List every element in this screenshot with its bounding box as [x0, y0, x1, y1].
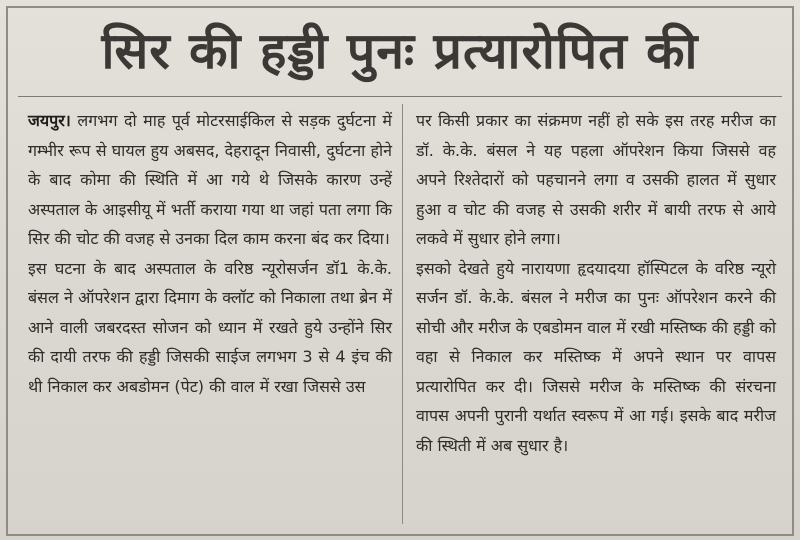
- article-paragraph-2: इस घटना के बाद अस्पताल के वरिष्ठ न्यूरोसर्जन डॉ1 के.के. बंसल ने ऑपरेशन द्वारा दिमाग के क्लॉट को निकाला तथा ब्रेन में आने वाली जबरदस्त सोजन को ध्यान में रखते हुये उन्होंने सिर की दायी तरफ की हड्डी जिसकी साईज लगभग 3 से 4 इंच की थी निकाल कर अबडोमन (पेट) की वाल में रखा जिससे उस: [28, 258, 392, 396]
- article-left-column: [28, 106, 392, 401]
- paragraph-1-text: लगभग दो माह पूर्व मोटरसाईकिल से सड़क दुर्घटना में गम्भीर रूप से घायल हुय अबसद, देहरादून निवासी, दुर्घटना होने के बाद कोमा की स्थिति में आ गये थे जिसके कारण उन्हें अस्पताल के आइसीयू में भर्ती कराया गया था जहां पता लगा कि सिर की चोट की वजह से उनका दिल काम करना बंद कर दिया।: [28, 111, 392, 248]
- article-dateline: जयपुर।: [28, 111, 71, 130]
- article-paragraph-1: [28, 106, 392, 254]
- column-divider: [402, 104, 403, 524]
- headline-rule: [18, 96, 782, 97]
- article-paragraph-3: पर किसी प्रकार का संक्रमण नहीं हो सके इस तरह मरीज का डॉ. के.के. बंसल ने यह पहला ऑपरेशन किया जिससे वह अपने रिश्तेदारों को पहचानने लगा व उसकी हालत में सुधार हुआ व चोट की वजह से उसकी शरीर में बायी तरफ से आये लकवे में सुधार होने लगा।: [416, 111, 776, 248]
- clipping-border-top: [6, 6, 794, 8]
- article-headline: सिर की हड्डी पुनः प्रत्यारोपित की: [101, 22, 699, 80]
- article-right-column: [416, 106, 776, 460]
- clipping-border-bottom: [6, 534, 794, 536]
- article-paragraph-4: इसको देखते हुये नारायणा हृदयादया हॉस्पिटल के वरिष्ठ न्यूरो सर्जन डॉ. के.के. बंसल ने मरीज का पुनः ऑपरेशन करने की सोची और मरीज के एबडोमन वाल में रखी मस्तिष्क की हड्डी को वहा से निकाल कर मस्तिष्क में अपने स्थान पर वापस प्रत्यारोपित कर दी। जिससे मरीज के मस्तिष्क की संरचना वापस अपनी पुरानी यर्थात स्वरूप में आ गई। इसके बाद मरीज की स्थिती में अब सुधार है।: [416, 258, 776, 455]
